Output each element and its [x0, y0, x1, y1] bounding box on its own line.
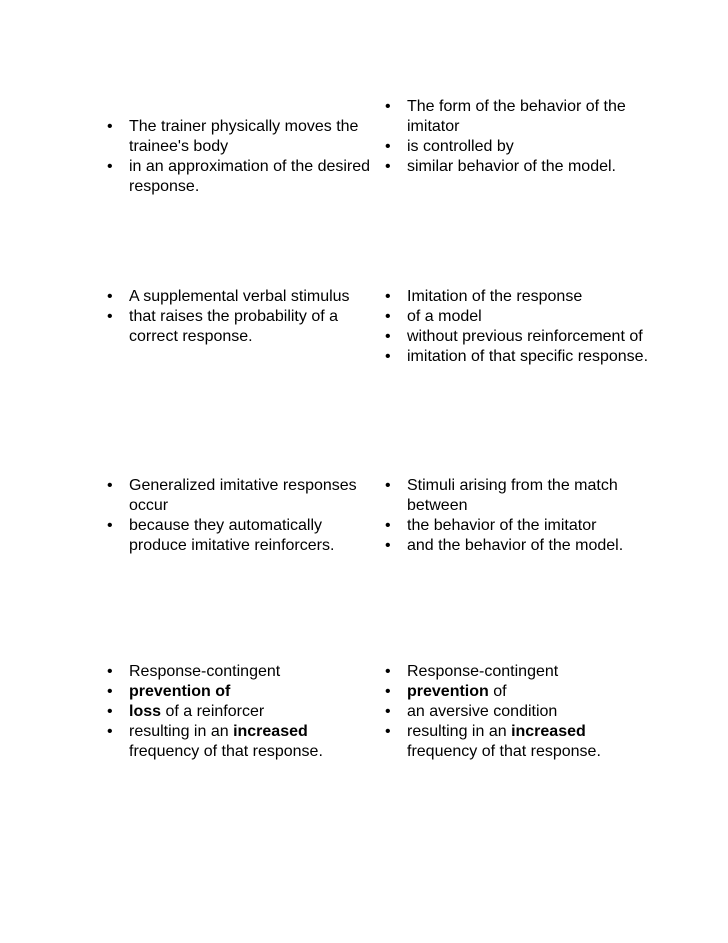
bullet-dot-icon: •	[385, 288, 391, 305]
card-2-left	[107, 287, 377, 347]
bullet-dot-icon: •	[385, 308, 391, 325]
bullet-dot-icon: •	[385, 663, 391, 680]
bullet-item	[107, 516, 377, 556]
bullet-item	[385, 662, 655, 682]
bullet-dot-icon: •	[107, 663, 113, 680]
bullet-dot-icon: •	[385, 683, 391, 700]
bullet-text: in an approximation of the desired response.	[129, 158, 371, 195]
bullet-dot-icon: •	[385, 723, 391, 740]
bullet-dot-icon: •	[107, 308, 113, 325]
bullet-dot-icon: •	[107, 683, 113, 700]
bullet-dot-icon: •	[107, 288, 113, 305]
bullet-text: A supplemental verbal stimulus	[129, 288, 350, 305]
bold-term: increased	[233, 723, 308, 740]
bold-term: loss	[129, 703, 162, 720]
bullet-item	[385, 476, 655, 516]
bullet-dot-icon: •	[107, 477, 113, 494]
bold-term: prevention	[407, 683, 489, 700]
card-1-right	[385, 97, 655, 177]
bullet-dot-icon: •	[385, 703, 391, 720]
bullet-text: of a model	[407, 308, 482, 325]
bold-term: increased	[511, 723, 586, 740]
bullet-item	[385, 347, 655, 367]
bullet-text: resulting in an	[407, 723, 512, 740]
bullet-item	[107, 117, 377, 157]
bullet-item	[385, 287, 655, 307]
bullet-item	[107, 287, 377, 307]
bullet-item	[385, 327, 655, 347]
card-4-left	[107, 662, 377, 762]
bullet-text: frequency of that response.	[407, 743, 601, 760]
bullet-text: the behavior of the imitator	[407, 517, 597, 534]
bullet-item	[385, 516, 655, 536]
card-4-right	[385, 662, 655, 762]
bullet-dot-icon: •	[107, 118, 113, 135]
bullet-text: The trainer physically moves the trainee's body	[129, 118, 359, 155]
bullet-text: of	[488, 683, 507, 700]
bullet-dot-icon: •	[385, 477, 391, 494]
bullet-dot-icon: •	[385, 328, 391, 345]
bullet-item	[385, 536, 655, 556]
bold-term: prevention of	[129, 683, 231, 700]
bullet-text: The form of the behavior of the imitator	[407, 98, 626, 135]
bullet-dot-icon: •	[107, 703, 113, 720]
bullet-dot-icon: •	[107, 517, 113, 534]
bullet-item	[107, 476, 377, 516]
bullet-item	[385, 137, 655, 157]
bullet-text: that raises the probability of a correct response.	[129, 308, 339, 345]
bullet-item	[385, 307, 655, 327]
card-3-left	[107, 476, 377, 556]
bullet-text: Response-contingent	[407, 663, 559, 680]
bullet-item	[385, 157, 655, 177]
bullet-text: Generalized imitative responses occur	[129, 477, 357, 514]
bullet-item	[385, 97, 655, 137]
bullet-text: an aversive condition	[407, 703, 558, 720]
bullet-text: Response-contingent	[129, 663, 281, 680]
bullet-text: similar behavior of the model.	[407, 158, 616, 175]
bullet-text: resulting in an	[129, 723, 234, 740]
bullet-item	[107, 662, 377, 682]
card-2-right	[385, 287, 655, 367]
bullet-dot-icon: •	[385, 537, 391, 554]
bullet-text: and the behavior of the model.	[407, 537, 624, 554]
bullet-dot-icon: •	[107, 158, 113, 175]
bullet-item	[107, 307, 377, 347]
bullet-dot-icon: •	[385, 98, 391, 115]
bullet-text: is controlled by	[407, 138, 514, 155]
bullet-text: without previous reinforcement of	[407, 328, 643, 345]
bullet-dot-icon: •	[107, 723, 113, 740]
bullet-dot-icon: •	[385, 138, 391, 155]
bullet-item	[107, 157, 377, 197]
bullet-dot-icon: •	[385, 158, 391, 175]
bullet-dot-icon: •	[385, 517, 391, 534]
bullet-item	[107, 722, 377, 762]
bullet-text: Stimuli arising from the match between	[407, 477, 618, 514]
bullet-item	[385, 682, 655, 702]
bullet-item	[385, 702, 655, 722]
bullet-text: of a reinforcer	[161, 703, 265, 720]
bullet-text: Imitation of the response	[407, 288, 583, 305]
card-3-right	[385, 476, 655, 556]
bullet-text: frequency of that response.	[129, 743, 323, 760]
bullet-text: imitation of that specific response.	[407, 348, 649, 365]
card-1-left	[107, 117, 377, 197]
bullet-item	[385, 722, 655, 762]
bullet-item	[107, 682, 377, 702]
bullet-item	[107, 702, 377, 722]
bullet-text: because they automatically produce imitative reinforcers.	[129, 517, 335, 554]
bullet-dot-icon: •	[385, 348, 391, 365]
